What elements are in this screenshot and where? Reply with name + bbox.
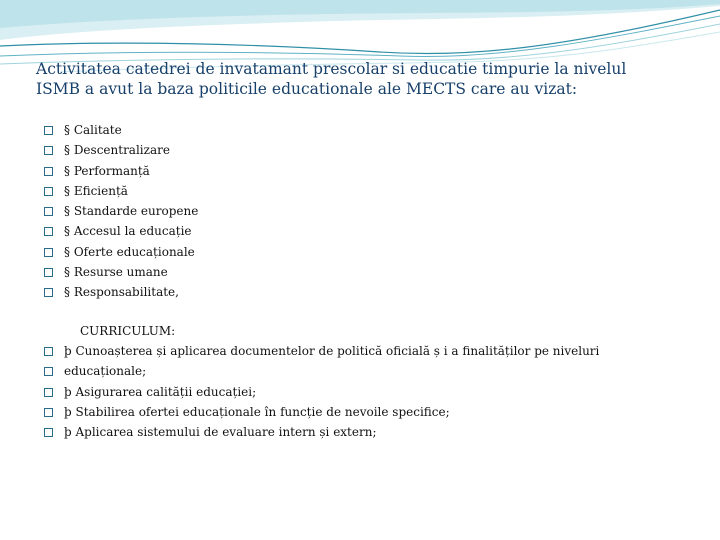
policy-text: § Accesul la educație: [64, 224, 192, 239]
checkbox-bullet-icon: [44, 268, 53, 277]
checkbox-bullet-icon: [44, 428, 53, 437]
curriculum-text: þ Stabilirea ofertei educaționale în funcție de nevoile specifice;: [64, 404, 450, 419]
checkbox-bullet-icon: [44, 187, 53, 196]
checkbox-bullet-icon: [44, 248, 53, 257]
checkbox-bullet-icon: [44, 408, 53, 417]
checkbox-bullet-icon: [44, 288, 53, 297]
title-line-2: ISMB a avut la baza politicile educationale ale MECTS care au vizat:: [36, 80, 578, 98]
slide-title: [36, 59, 696, 99]
checkbox-bullet-icon: [44, 126, 53, 135]
checkbox-bullet-icon: [44, 227, 53, 236]
policy-text: § Descentralizare: [64, 143, 170, 158]
checkbox-bullet-icon: [44, 388, 53, 397]
curriculum-text: educaționale;: [64, 364, 147, 379]
curriculum-text: þ Asigurarea calității educației;: [64, 384, 257, 399]
policy-text: § Calitate: [64, 123, 122, 137]
policy-text: § Performanță: [64, 163, 150, 178]
policy-text: § Eficiență: [64, 183, 128, 198]
policy-text: § Standarde europene: [64, 204, 199, 219]
policy-text: § Oferte educaționale: [64, 244, 195, 259]
checkbox-bullet-icon: [44, 347, 53, 356]
checkbox-bullet-icon: [44, 167, 53, 176]
title-line-1: Activitatea catedrei de invatamant prescolar si educatie timpurie la nivelul: [36, 60, 627, 78]
checkbox-bullet-icon: [44, 367, 53, 376]
curriculum-heading: CURRICULUM:: [80, 324, 176, 338]
checkbox-bullet-icon: [44, 146, 53, 155]
curriculum-text: þ Aplicarea sistemului de evaluare intern și extern;: [64, 425, 377, 440]
policy-text: § Responsabilitate,: [64, 285, 179, 300]
checkbox-bullet-icon: [44, 207, 53, 216]
policy-text: § Resurse umane: [64, 265, 168, 280]
curriculum-text: þ Cunoașterea și aplicarea documentelor de politică oficială ș i a finalităților pe niveluri: [64, 344, 600, 358]
